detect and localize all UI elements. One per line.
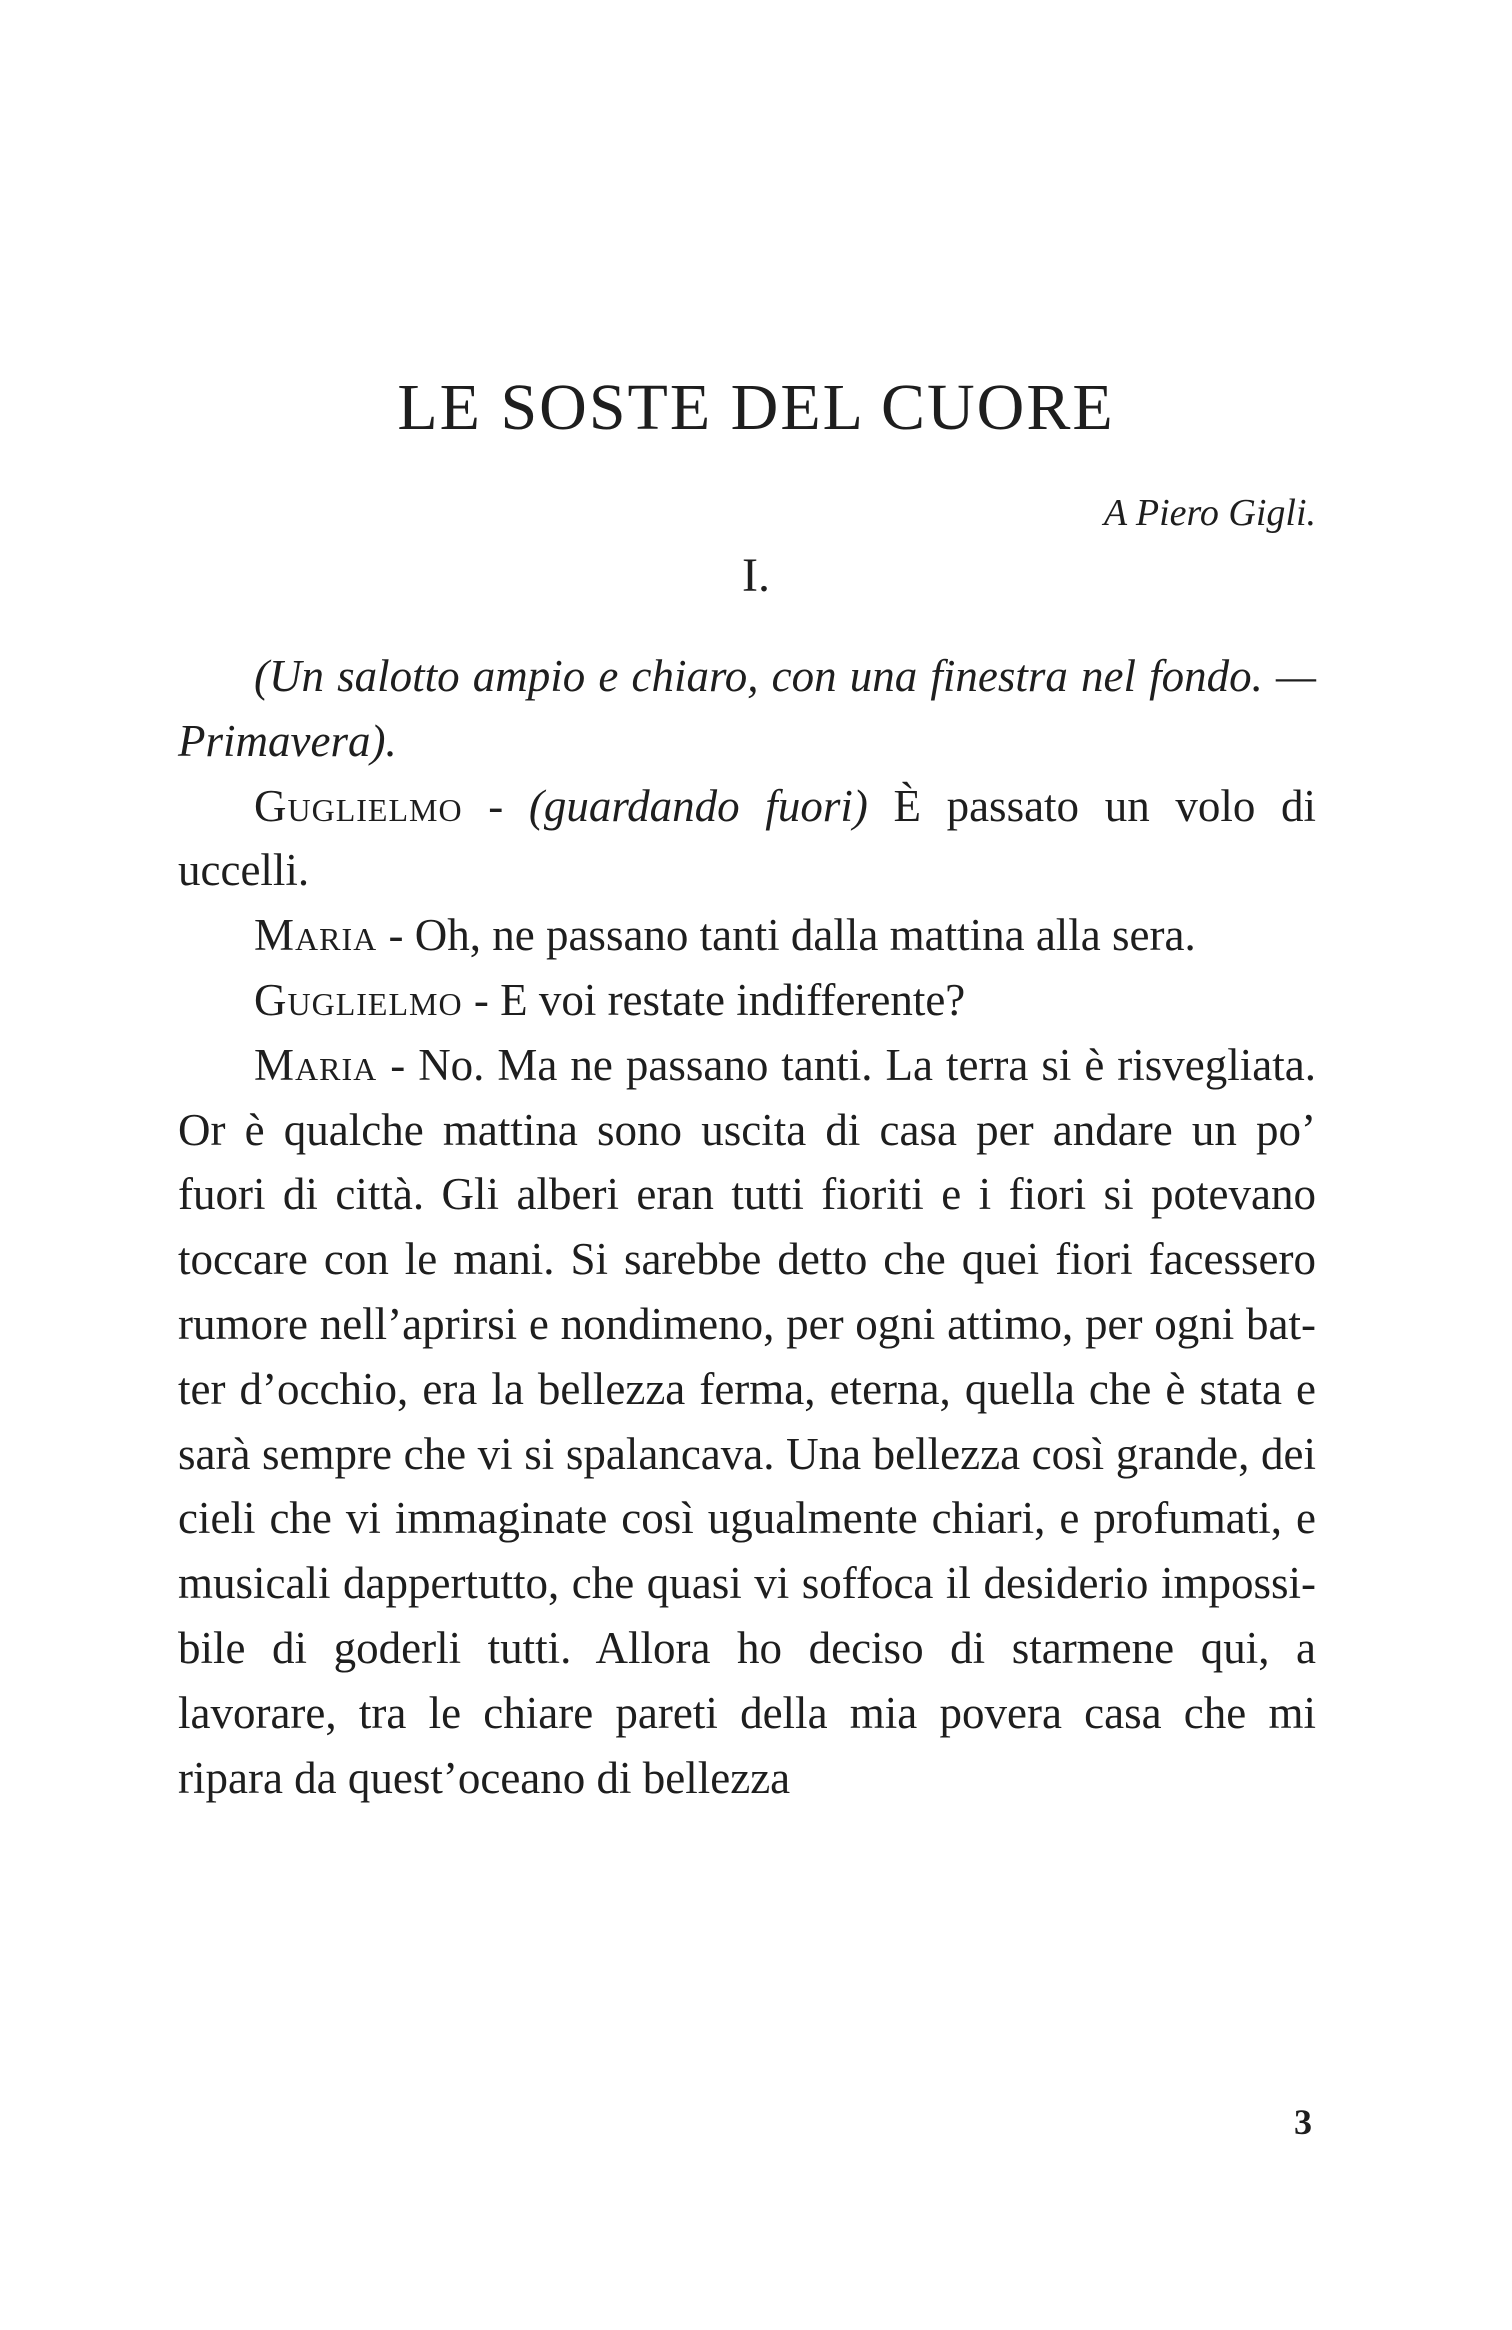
chapter-title: LE SOSTE DEL CUORE [397, 371, 1115, 444]
speaker-separator: - [462, 780, 529, 831]
speaker-name: Guglielmo [254, 780, 463, 831]
section-number: I. [742, 549, 770, 602]
dialogue-line [178, 903, 1316, 968]
speaker-name: Guglielmo [254, 974, 463, 1025]
play-text [178, 644, 1316, 1810]
speaker-separator: - [377, 1039, 419, 1090]
dialogue-text: No. Ma ne passano tanti. La terra si è risvegliata. Or è qualche mattina sono uscita di casa per andare un po’ fuori di città. Gli alberi eran tutti fioriti e i fiori si potevano toccare con le mani. Si sarebbe detto che quei fiori facessero rumore nell’aprirsi e nondimeno, per ogni attimo, per ogni batter d’occhio, era la bellezza ferma, eterna, quella che è stata e sarà sempre che vi si spalancava. Una bellezza così grande, dei cieli che vi immaginate così ugualmente chiari, e profumati, e musicali dappertutto, che quasi vi soffoca il desiderio impossibile di goderli tutti. Allora ho deciso di starmene qui, a lavorare, tra le chiare pareti della mia povera casa che mi ripara da quest’oceano di bellezza [178, 1039, 1316, 1803]
speaker-separator: - [377, 910, 415, 961]
dialogue-line [178, 968, 1316, 1033]
dialogue-text: Oh, ne passano tanti dalla mattina alla sera. [414, 910, 1196, 961]
dialogue-line [178, 774, 1316, 904]
dialogue-line [178, 1033, 1316, 1811]
stage-direction: (Un salotto ampio e chiaro, con una finestra nel fondo. — Primavera). [178, 651, 1316, 766]
speaker-name: Maria [254, 1039, 378, 1090]
speaker-name: Maria [254, 910, 378, 961]
dialogue-text: E voi restate indifferente? [500, 974, 966, 1025]
page-number: 3 [1294, 2102, 1312, 2142]
dedication: A Piero Gigli. [1103, 492, 1316, 534]
dialogue-text: È passato un volo di uccelli. [178, 780, 1316, 896]
inline-direction: (guardando fuori) [528, 780, 868, 831]
speaker-separator: - [462, 974, 501, 1025]
